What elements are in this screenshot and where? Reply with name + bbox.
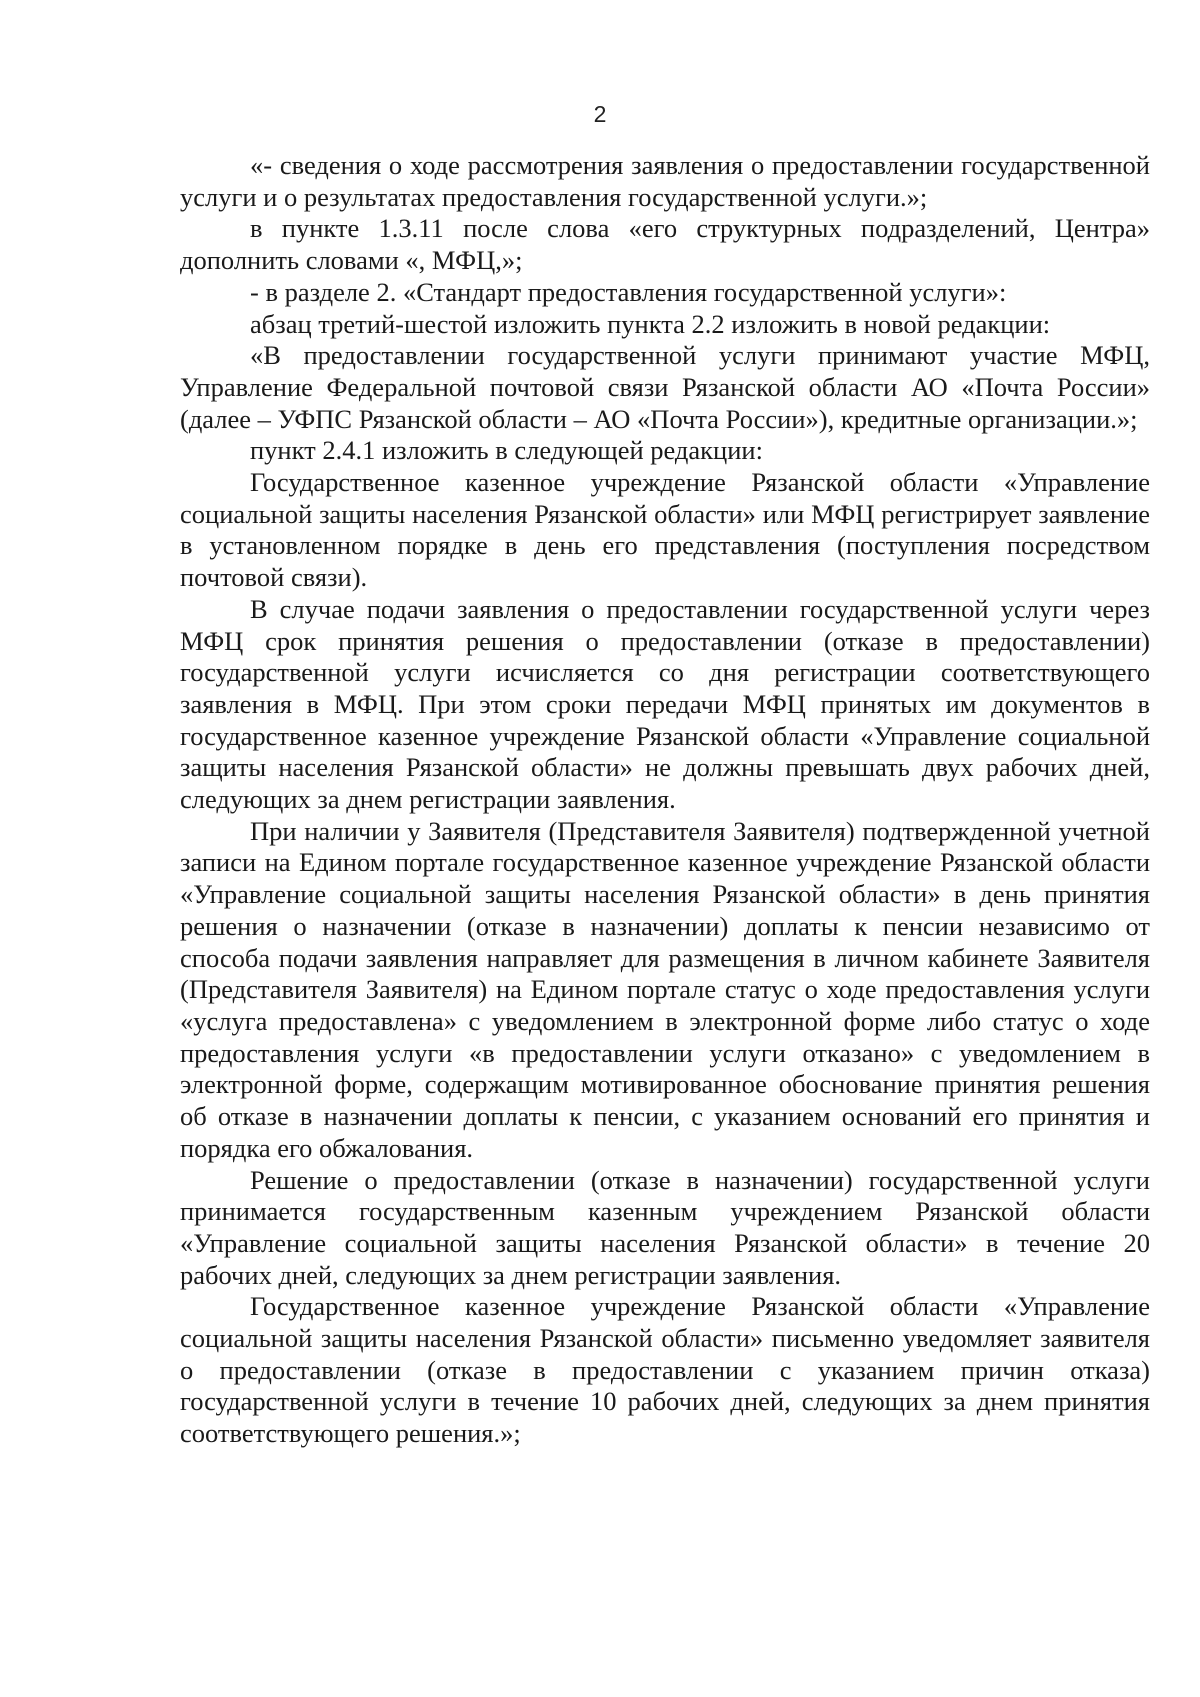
paragraph: Государственное казенное учреждение Рязанской области «Управление социальной защиты населения Рязанской области» или МФЦ регистрирует заявление в установленном порядке в день его представления (поступления посредством почтовой связи). bbox=[180, 467, 1150, 593]
paragraph: В случае подачи заявления о предоставлении государственной услуги через МФЦ срок принятия решения о предоставлении (отказе в предоставлении) государственной услуги исчисляется со дня регистрации соответствующего заявления в МФЦ. При этом сроки передачи МФЦ принятых им документов в государственное казенное учреждение Рязанской области «Управление социальной защиты населения Рязанской области» не должны превышать двух рабочих дней, следующих за днем регистрации заявления. bbox=[180, 593, 1150, 815]
paragraph: Решение о предоставлении (отказе в назначении) государственной услуги принимается государственным казенным учреждением Рязанской области «Управление социальной защиты населения Рязанской области» в течение 20 рабочих дней, следующих за днем регистрации заявления. bbox=[180, 1164, 1150, 1290]
paragraph: в пункте 1.3.11 после слова «его структурных подразделений, Центра» дополнить словами «, МФЦ,»; bbox=[180, 213, 1150, 276]
paragraph: «- сведения о ходе рассмотрения заявления о предоставлении государственной услуги и о результатах предоставления государственной услуги.»; bbox=[180, 150, 1150, 212]
paragraph: Государственное казенное учреждение Рязанской области «Управление социальной защиты населения Рязанской области» письменно уведомляет заявителя о предоставлении (отказе в предоставлении с указанием причин отказа) государственной услуги в течение 10 рабочих дней, следующих за днем принятия соответствующего решения.»; bbox=[180, 1291, 1150, 1449]
paragraph: При наличии у Заявителя (Представителя Заявителя) подтвержденной учетной записи на Едином портале государственное казенное учреждение Рязанской области «Управление социальной защиты населения Рязанской области» в день принятия решения о назначении (отказе в назначении) доплаты к пенсии независимо от способа подачи заявления направляет для размещения в личном кабинете Заявителя (Представителя Заявителя) на Едином портале статус о ходе предоставления услуги «услуга предоставлена» с уведомлением в электронной форме либо статус о ходе предоставления услуги «в предоставлении услуги отказано» с уведомлением в электронной форме, содержащим мотивированное обоснование принятия решения об отказе в назначении доплаты к пенсии, с указанием оснований его принятия и порядка его обжалования. bbox=[180, 815, 1150, 1163]
paragraph: пункт 2.4.1 изложить в следующей редакции: bbox=[250, 435, 763, 466]
document-body bbox=[180, 150, 1150, 1450]
paragraph: «В предоставлении государственной услуги принимают участие МФЦ, Управление Федеральной почтовой связи Рязанской области АО «Почта России» (далее – УФПС Рязанской области – АО «Почта России»), кредитные организации.»; bbox=[180, 340, 1150, 434]
paragraph: абзац третий-шестой изложить пункта 2.2 изложить в новой редакции: bbox=[250, 308, 1051, 339]
page-number: 2 bbox=[593, 101, 607, 127]
paragraph: - в разделе 2. «Стандарт предоставления государственной услуги»: bbox=[250, 276, 1007, 307]
